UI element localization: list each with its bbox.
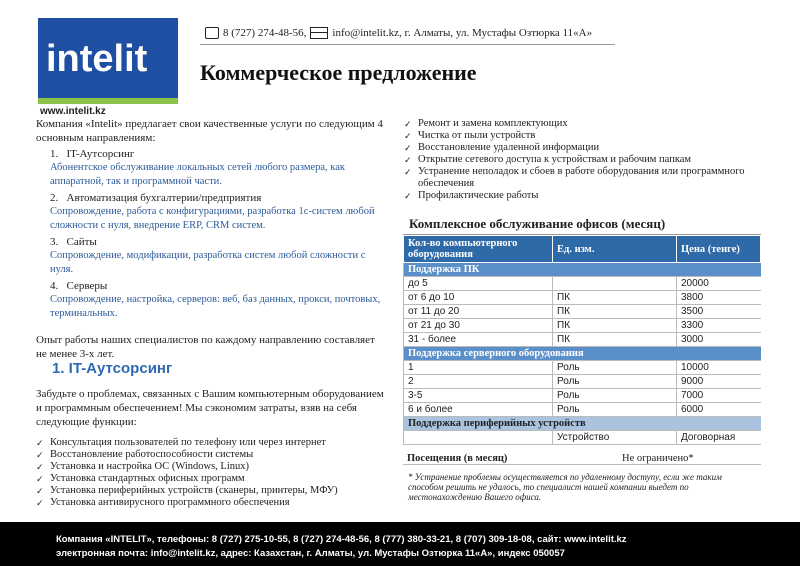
table-header: Ед. изм.	[553, 236, 677, 263]
table-group-header: Поддержка периферийных устройств	[404, 417, 761, 431]
direction-name: 1. IT-Аутсорсинг	[50, 148, 135, 160]
direction-desc: Сопровождение, модификации, разработка систем любой сложности с нуля.	[50, 250, 366, 275]
table-row: от 21 до 30 ПК 3300	[404, 319, 761, 333]
table-row: 6 и более Роль 6000	[404, 403, 761, 417]
list-item: ✓ Восстановление удаленной информации	[404, 142, 764, 154]
list-item: ✓ Устранение неполадок и сбоев в работе оборудования или программного обеспечения	[404, 166, 764, 190]
table-row: 31 - более ПК 3000	[404, 333, 761, 347]
list-item: ✓ Открытие сетевого доступа к устройствам и рабочим папкам	[404, 154, 764, 166]
list-item: ✓ Профилактические работы	[404, 190, 764, 202]
logo-text: intelit	[46, 38, 148, 80]
table-row: Устройство Договорная	[404, 431, 761, 445]
footer-line-1: Компания «INTELIT», телефоны: 8 (727) 275-10-55, 8 (727) 274-48-56, 8 (777) 380-33-21, 8 (707) 309-18-08, сайт: www.intelit.kz	[56, 534, 627, 545]
list-item: ✓ Восстановление работоспособности системы	[36, 449, 388, 461]
list-item: ✓ Установка антивирусного программного обеспечения	[36, 497, 388, 509]
phone-icon	[205, 27, 219, 39]
list-item: ✓ Установка периферийных устройств (сканеры, принтеры, МФУ)	[36, 485, 388, 497]
table-row: от 6 до 10 ПК 3800	[404, 291, 761, 305]
list-item: ✓ Установка и настройка ОС (Windows, Linux)	[36, 461, 388, 473]
intro-text: Компания «Intelit» предлагает свои качественные услуги по следующим 4 основным направлениям:	[36, 118, 383, 144]
logo-url: www.intelit.kz	[40, 106, 106, 117]
list-item: ✓ Ремонт и замена комплектующих	[404, 118, 764, 130]
contact-bar	[205, 27, 592, 39]
footer-line-2: электронная почта: info@intelit.kz, адрес: Казахстан, г. Алматы, ул. Мустафы Озтюрка 11«А», индекс 050057	[56, 548, 565, 559]
functions-list-left	[36, 437, 388, 509]
price-table-container	[403, 214, 761, 445]
direction-name: 2. Автоматизация бухгалтерии/предприятия	[50, 192, 262, 204]
table-row: 2 Роль 9000	[404, 375, 761, 389]
table-header: Кол-во компьютерного оборудования	[404, 236, 553, 263]
functions-list-right	[404, 118, 764, 202]
list-item: ✓ Чистка от пыли устройств	[404, 130, 764, 142]
table-header: Цена (тенге)	[677, 236, 761, 263]
visits-row	[403, 453, 761, 465]
visits-label: Посещения (в месяц)	[407, 453, 508, 464]
experience-text: Опыт работы наших специалистов по каждому направлению составляет не менее 3-х лет.	[36, 334, 375, 360]
mail-icon	[310, 27, 328, 39]
price-table-title: Комплексное обслуживание офисов (месяц)	[403, 214, 761, 235]
section-title: 1. IT-Аутсорсинг	[52, 360, 173, 377]
phone-number: 8 (727) 274-48-56,	[223, 27, 307, 39]
visits-value: Не ограничено*	[622, 453, 694, 464]
direction-desc: Сопровождение, настройка, серверов: веб, баз данных, прокси, почтовых, терминальных.	[50, 294, 381, 319]
company-logo	[38, 18, 178, 104]
footer	[0, 522, 800, 566]
table-group-header: Поддержка ПК	[404, 263, 761, 277]
left-column	[36, 117, 388, 361]
list-item: ✓ Консультация пользователей по телефону или через интернет	[36, 437, 388, 449]
header-divider	[200, 44, 615, 45]
table-row: 1 Роль 10000	[404, 361, 761, 375]
table-row: 3-5 Роль 7000	[404, 389, 761, 403]
table-row: от 11 до 20 ПК 3500	[404, 305, 761, 319]
list-item: ✓ Установка стандартных офисных программ	[36, 473, 388, 485]
footnote: * Устранение проблемы осуществляется по удаленному доступу, если же таким способом решить не удалось, то специалист нашей компании выедет по местонахождению Вашего офиса.	[408, 472, 722, 502]
page-title: Коммерческое предложение	[200, 60, 477, 85]
direction-desc: Сопровождение, работа с конфигурациями, разработка 1с-систем любой сложности с нуля, внедрение ERP, CRM систем.	[50, 206, 375, 231]
section-text: Забудьте о проблемах, связанных с Вашим компьютерным оборудованием и программным обеспечением! Мы сэкономим затраты, взяв на себя следующие функции:	[36, 388, 384, 428]
directions-list	[36, 147, 388, 321]
price-table	[403, 235, 761, 445]
direction-name: 4. Серверы	[50, 280, 108, 292]
table-row: до 5 20000	[404, 277, 761, 291]
direction-name: 3. Сайты	[50, 236, 97, 248]
email-address: info@intelit.kz, г. Алматы, ул. Мустафы Озтюрка 11«А»	[332, 27, 593, 39]
table-group-header: Поддержка серверного оборудования	[404, 347, 761, 361]
direction-desc: Абонентское обслуживание локальных сетей любого размера, как аппаратной, так и программной части.	[50, 162, 346, 187]
